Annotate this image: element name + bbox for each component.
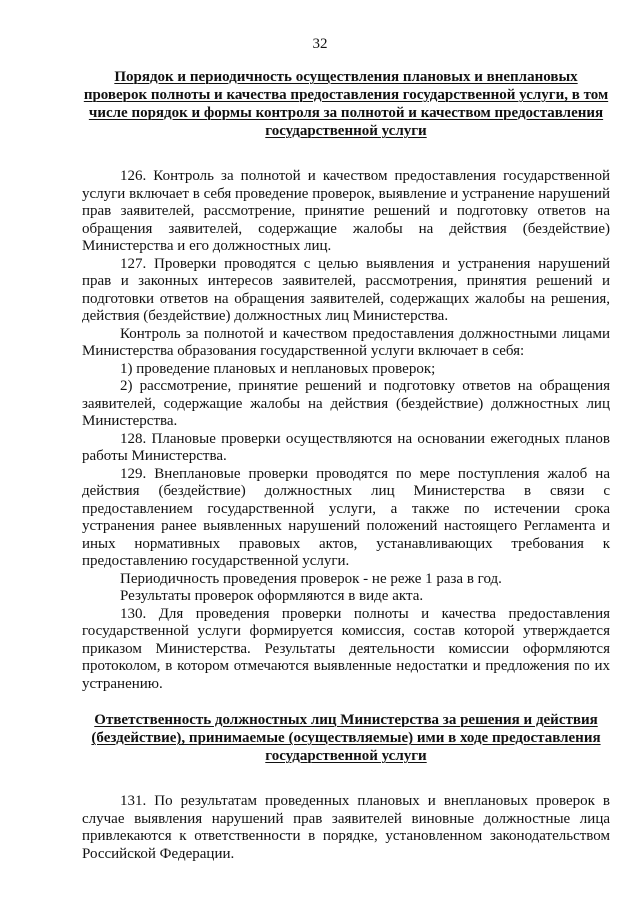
paragraph-127: 127. Проверки проводятся с целью выявления и устранения нарушений прав и законных интересов заявителей, рассмотрения, принятия решений и подготовки ответов на обращения заявителей, содержащих жалобы на решения, действия (бездействие) должностных лиц Министерства. <box>82 255 610 324</box>
spacer <box>82 140 610 168</box>
spacer <box>82 765 610 793</box>
paragraph-129: 129. Внеплановые проверки проводятся по мере поступления жалоб на действия (бездействие) должностных лиц Министерства в связи с предоставлением государственной услуги, а также по истечении срока устранения ранее выявленных нарушений положений настоящего Регламента и иных нормативных правовых актов, устанавливающих требования к предоставлению государственной услуги. <box>82 465 610 569</box>
paragraph-126: 126. Контроль за полнотой и качеством предоставления государственной услуги включает в себя проведение проверок, выявление и устранение нарушений прав заявителей, рассмотрение, принятие решений и подготовку ответов на обращения заявителей, содержащие жалобы на действия (бездействие) Министерства и его должностных лиц. <box>82 168 610 254</box>
paragraph-128: 128. Плановые проверки осуществляются на основании ежегодных планов работы Министерства. <box>82 430 610 464</box>
document-body <box>82 68 610 863</box>
page-number: 32 <box>312 36 328 52</box>
spacer <box>82 693 610 711</box>
paragraph-periodicity: Периодичность проведения проверок - не реже 1 раза в год. <box>120 570 502 587</box>
paragraph-130: 130. Для проведения проверки полноты и качества предоставления государственной услуги формируется комиссия, состав которой утверждается приказом Министерства. Результаты деятельности комиссии оформляются протоколом, в котором отмечаются выявленные недостатки и предложения по их устранению. <box>82 605 610 692</box>
paragraph-131: 131. По результатам проведенных плановых и внеплановых проверок в случае выявления нарушений прав заявителей виновные должностные лица привлекаются к ответственности в порядке, установленном законодательством Российской Федерации. <box>82 793 610 862</box>
section-heading-responsibility: Ответственность должностных лиц Министерства за решения и действия (бездействие), принимаемые (осуществляемые) ими в ходе предоставления государственной услуги <box>91 712 601 764</box>
list-item-1: 1) проведение плановых и неплановых проверок; <box>120 360 436 377</box>
section-heading-control-procedure: Порядок и периодичность осуществления плановых и внеплановых проверок полноты и качества предоставления государственной услуги, в том числе порядок и формы контроля за полнотой и качеством предоставления государственной услуги <box>83 69 609 139</box>
list-item-2: 2) рассмотрение, принятие решений и подготовку ответов на обращения заявителей, содержащие жалобы на действия (бездействие) должностных лиц Министерства. <box>82 378 610 429</box>
paragraph-results: Результаты проверок оформляются в виде акта. <box>120 588 424 604</box>
paragraph-control-intro: Контроль за полнотой и качеством предоставления должностными лицами Министерства образования государственной услуги включает в себя: <box>82 325 610 359</box>
